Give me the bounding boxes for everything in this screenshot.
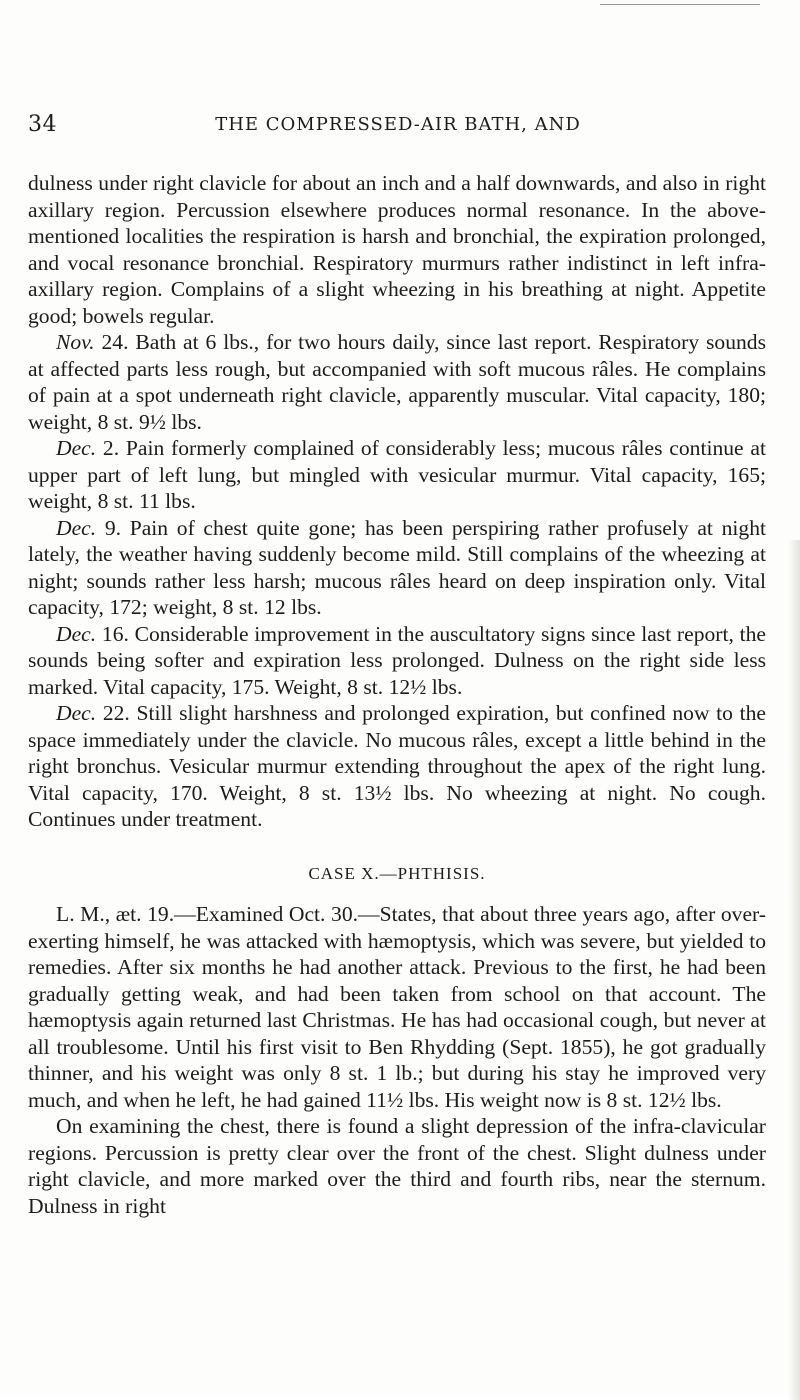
paragraph-text: 9. Pain of chest quite gone; has been perspiring rather profusely at night lately, the weather having suddenly become mild. Still complains of the wheezing at night; sounds rather less harsh; mucous râles heard on deep inspiration only. Vital capacity, 172; weight, 8 st. 12 lbs. [28,515,766,619]
paragraph-text: On examining the chest, there is found a slight depression of the infra-clavicular regions. Percussion is pretty clear over the front of the chest. Slight dulness under right clavicle, and more marked over the third and fourth ribs, near the sternum. Dulness in right [28,1114,766,1218]
paragraph-dec-16 [28,621,766,701]
paragraph-dec-9 [28,515,766,621]
page-header [28,112,768,142]
paragraph-text: 2. Pain formerly complained of considerably less; mucous râles continue at upper part of left lung, but mingled with vesicular murmur. Vital capacity, 165; weight, 8 st. 11 lbs. [28,436,766,513]
paragraph-dec-22 [28,700,766,833]
paragraph-date: Dec. [56,621,97,646]
paragraph-dec-2 [28,435,766,515]
paragraph-date: Nov. [56,330,95,354]
paragraph-text: 22. Still slight harshness and prolonged expiration, but confined now to the space immediately under the clavicle. No mucous râles, except a little behind in the right bronchus. Vesicular murmur extending throughout the apex of the right lung. Vital capacity, 170. Weight, 8 st. 13½ lbs. No wheezing at night. No cough. Continues under treatment. [28,701,766,831]
paragraph-text: dulness under right clavicle for about an inch and a half downwards, and also in right axillary region. Percussion elsewhere produces normal resonance. In the above-mentioned localities the respiration is harsh and bronchial, the expiration prolonged, and vocal resonance bronchial. Respiratory murmurs rather indistinct in left infra-axillary region. Complains of a slight wheezing in his breathing at night. Appetite good; bowels regular. [28,171,766,328]
case-heading: CASE X.—PHTHISIS. [308,863,486,883]
running-head: THE COMPRESSED-AIR BATH, AND [215,114,581,135]
paragraph-text: 16. Considerable improvement in the auscultatory signs since last report, the sounds being softer and expiration less prolonged. Dulness on the right side less marked. Vital capacity, 175. Weight, 8 st. 12½ lbs. [28,621,766,699]
paragraph-date: Dec. [56,515,97,540]
case-paragraph-examination [28,1113,766,1219]
paragraph-continuation [28,170,766,329]
paragraph-nov-24 [28,329,766,435]
paragraph-text: L. M., æt. 19.—Examined Oct. 30.—States, that about three years ago, after over-exerting himself, he was attacked with hæmoptysis, which was severe, but yielded to remedies. After six months he had another attack. Previous to the first, he had been gradually getting weak, and had been taken from school on that account. The hæmoptysis again returned last Christmas. He has had occasional cough, but never at all troublesome. Until his first visit to Ben Rhydding (Sept. 1855), he got gradually thinner, and his weight was only 8 st. 1 lb.; but during his stay he improved very much, and when he left, he had gained 11½ lbs. His weight now is 8 st. 12½ lbs. [28,902,766,1112]
page-number: 34 [28,112,57,137]
case-paragraph-history [28,901,766,1113]
top-edge-rule [600,4,760,5]
page-edge-shadow [788,540,800,1400]
paragraph-date: Dec. [56,701,97,725]
paragraph-text: 24. Bath at 6 lbs., for two hours daily, since last report. Respiratory sounds at affected parts less rough, but accompanied with soft mucous râles. He complains of pain at a spot underneath right clavicle, apparently muscular. Vital capacity, 180; weight, 8 st. 9½ lbs. [28,330,766,434]
body-text [28,170,766,1219]
paragraph-date: Dec. [56,436,97,460]
